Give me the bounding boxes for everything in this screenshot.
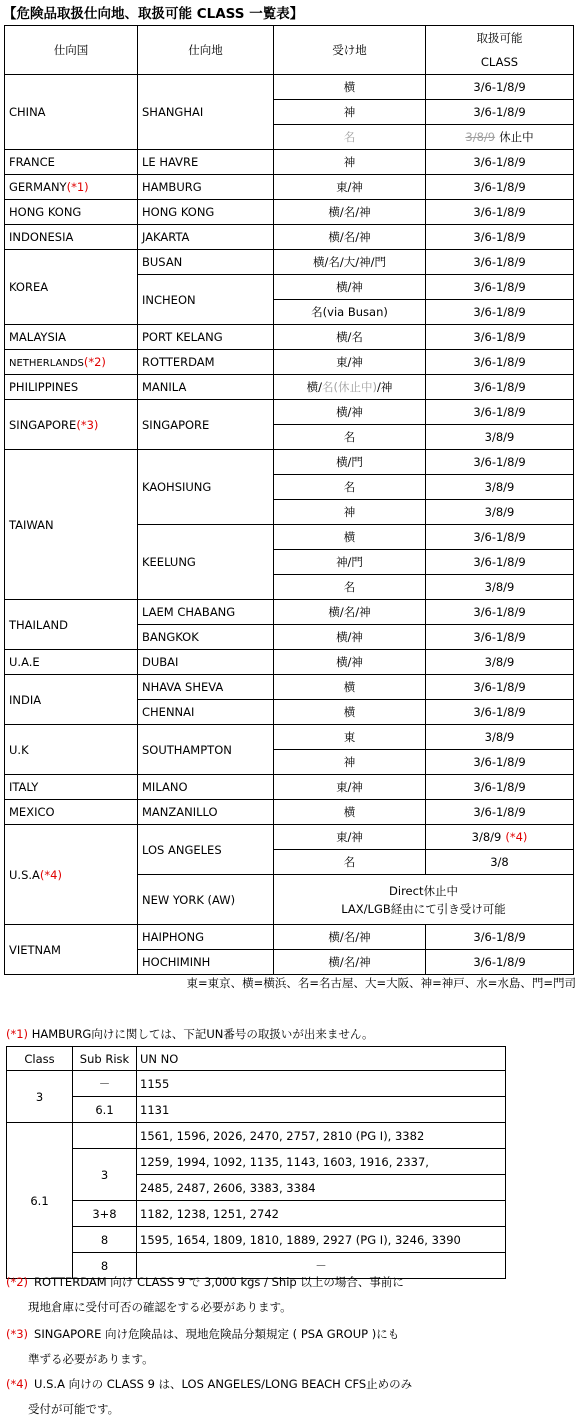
receiving-port-cell <box>274 650 426 675</box>
class-value: 3/8/9 <box>471 830 502 844</box>
receiving-port-cell <box>274 250 426 275</box>
un-header-unno: UN NO <box>137 1047 506 1071</box>
class-cell <box>426 775 574 800</box>
receiving-port-cell <box>274 825 426 850</box>
un-number-cell: 1259, 1994, 1092, 1135, 1143, 1603, 1916, 2337, <box>137 1149 506 1175</box>
table-row <box>5 725 574 750</box>
class-cell <box>426 275 574 300</box>
class-cell <box>426 650 574 675</box>
class-value: 3/8/9 <box>484 730 515 744</box>
country-note-marker: (*2) <box>83 355 106 369</box>
table-row <box>5 925 574 950</box>
notice-line2: LAX/LGB経由にて引き受け可能 <box>341 901 506 916</box>
destination-cell: LE HAVRE <box>138 150 274 175</box>
country-name: THAILAND <box>9 617 68 632</box>
receiving-port: 横 <box>343 530 356 544</box>
country-cell <box>5 725 138 775</box>
note-3 <box>6 1322 399 1372</box>
class-value: 3/6-1/8/9 <box>473 780 526 794</box>
class-value: 3/6-1/8/9 <box>473 105 526 119</box>
class-value: 3/6-1/8/9 <box>473 955 526 969</box>
country-name: MEXICO <box>9 805 55 819</box>
un-number-table <box>6 1046 506 1279</box>
receiving-port: 横/名/神 <box>328 955 371 969</box>
receiving-port-cell <box>274 675 426 700</box>
receiving-port-cell <box>274 100 426 125</box>
country-cell <box>5 350 138 375</box>
country-name: FRANCE <box>9 155 55 169</box>
receiving-port-cell <box>274 575 426 600</box>
note-4 <box>6 1372 412 1422</box>
country-name: GERMANY <box>9 180 67 194</box>
page-title: 【危険品取扱仕向地、取扱可能 CLASS 一覧表】 <box>3 6 304 22</box>
class-value: 3/6-1/8/9 <box>473 705 526 719</box>
class-cell <box>426 725 574 750</box>
country-note-marker: (*4) <box>39 867 62 882</box>
country-cell <box>5 775 138 800</box>
country-name: HONG KONG <box>9 205 82 219</box>
class-cell <box>426 500 574 525</box>
un-subrisk-cell: 6.1 <box>73 1097 137 1123</box>
class-cell <box>426 950 574 975</box>
class-cell <box>426 675 574 700</box>
destination-cell: MANILA <box>138 375 274 400</box>
table-row <box>5 75 574 100</box>
receiving-port: 横/ <box>306 380 322 394</box>
receiving-port-cell <box>274 150 426 175</box>
destination-cell: JAKARTA <box>138 225 274 250</box>
class-cell <box>426 150 574 175</box>
note-2 <box>6 1270 404 1320</box>
country-cell <box>5 325 138 350</box>
country-cell <box>5 225 138 250</box>
class-cell <box>426 475 574 500</box>
un-row <box>7 1097 506 1123</box>
receiving-port: 神 <box>343 155 356 169</box>
destination-cell: HAIPHONG <box>138 925 274 950</box>
class-cell <box>426 125 574 150</box>
country-name: VIETNAM <box>9 942 61 957</box>
class-value: 3/8/9 <box>484 430 515 444</box>
receiving-port-cell <box>274 325 426 350</box>
destination-cell: PORT KELANG <box>138 325 274 350</box>
receiving-port-cell <box>274 425 426 450</box>
receiving-port: 横/名/神 <box>328 230 371 244</box>
destination-cell: KAOHSIUNG <box>138 450 274 525</box>
receiving-port: 名 <box>343 855 356 869</box>
un-header-row <box>7 1047 506 1071</box>
table-row <box>5 775 574 800</box>
receiving-port-cell <box>274 500 426 525</box>
class-cell <box>426 700 574 725</box>
receiving-port-cell <box>274 925 426 950</box>
note-1-text: HAMBURG向けに関しては、下記UN番号の取扱いが出来ません。 <box>31 1027 374 1041</box>
receiving-port: 名 <box>343 480 356 494</box>
destination-cell: MANZANILLO <box>138 800 274 825</box>
class-value: 3/6-1/8/9 <box>473 80 526 94</box>
receiving-port-cell <box>274 850 426 875</box>
un-class-cell: 3 <box>7 1071 73 1123</box>
un-number-cell: 2485, 2487, 2606, 3383, 3384 <box>137 1175 506 1201</box>
header-class <box>426 26 574 75</box>
receiving-port-cell <box>274 775 426 800</box>
class-value: 3/6-1/8/9 <box>473 530 526 544</box>
un-header-class: Class <box>7 1047 73 1071</box>
country-cell <box>5 650 138 675</box>
receiving-port: 横 <box>343 705 356 719</box>
destination-cell: KEELUNG <box>138 525 274 600</box>
un-row <box>7 1227 506 1253</box>
class-value: 3/6-1/8/9 <box>473 380 526 394</box>
class-value: 3/6-1/8/9 <box>473 230 526 244</box>
class-value: 3/6-1/8/9 <box>473 355 526 369</box>
receiving-port: 東/神 <box>336 355 363 369</box>
class-cell <box>426 525 574 550</box>
class-value: 3/6-1/8/9 <box>473 455 526 469</box>
destination-cell: NHAVA SHEVA <box>138 675 274 700</box>
country-name: CHINA <box>9 105 46 119</box>
country-note-marker: (*3) <box>76 417 99 432</box>
un-subrisk-cell: 3 <box>73 1149 137 1201</box>
receiving-port: 名(via Busan) <box>311 305 388 319</box>
note-1-marker: (*1) <box>6 1027 29 1041</box>
country-cell <box>5 800 138 825</box>
notice-cell <box>274 875 574 925</box>
header-class-line1: 取扱可能 <box>476 31 523 45</box>
country-name: U.K <box>9 742 29 757</box>
country-name: PHILIPPINES <box>9 380 79 394</box>
country-cell <box>5 375 138 400</box>
receiving-port: 東/神 <box>336 180 363 194</box>
un-row <box>7 1149 506 1175</box>
country-name: U.S.A <box>9 867 40 882</box>
class-cell <box>426 200 574 225</box>
destination-cell: LOS ANGELES <box>138 825 274 875</box>
class-value: 3/6-1/8/9 <box>473 605 526 619</box>
destination-cell: NEW YORK (AW) <box>138 875 274 925</box>
class-cell <box>426 750 574 775</box>
receiving-port-cell <box>274 550 426 575</box>
receiving-port: 横/神 <box>336 405 363 419</box>
receiving-port-cell <box>274 400 426 425</box>
destination-cell: HONG KONG <box>138 200 274 225</box>
destination-cell: ROTTERDAM <box>138 350 274 375</box>
receiving-port-cell <box>274 950 426 975</box>
receiving-port: 横/神 <box>336 630 363 644</box>
destination-cell: INCHEON <box>138 275 274 325</box>
receiving-port: 東/神 <box>336 830 363 844</box>
class-value: 3/6-1/8/9 <box>473 180 526 194</box>
country-name: NETHERLANDS <box>9 358 84 369</box>
receiving-port: 神 <box>343 755 356 769</box>
country-cell <box>5 150 138 175</box>
class-cell <box>426 800 574 825</box>
country-name: ITALY <box>9 780 39 794</box>
receiving-port: 神 <box>343 505 356 519</box>
note-4-marker: (*4) <box>6 1377 29 1391</box>
class-cell <box>426 600 574 625</box>
class-cell <box>426 225 574 250</box>
country-note-marker: (*1) <box>66 180 89 194</box>
country-name: U.A.E <box>9 655 40 669</box>
country-cell <box>5 825 138 925</box>
class-value: 3/6-1/8/9 <box>473 755 526 769</box>
receiving-port: 名 <box>343 130 356 144</box>
receiving-port: 横 <box>343 80 356 94</box>
class-value: 3/8/9 <box>484 580 515 594</box>
receiving-port: 名 <box>343 580 356 594</box>
class-value: 3/8/9 <box>484 655 515 669</box>
un-number-cell: 1131 <box>137 1097 506 1123</box>
receiving-port: 横/名/神 <box>328 205 371 219</box>
class-value: 3/6-1/8/9 <box>473 630 526 644</box>
receiving-port: 横/名/大/神/門 <box>313 255 386 269</box>
table-row <box>5 450 574 475</box>
receiving-port-cell <box>274 275 426 300</box>
class-value: 3/6-1/8/9 <box>473 555 526 569</box>
table-row <box>5 225 574 250</box>
table-row <box>5 200 574 225</box>
class-value: 3/6-1/8/9 <box>473 680 526 694</box>
header-country: 仕向国 <box>5 26 138 75</box>
country-cell <box>5 925 138 975</box>
un-class-cell: 6.1 <box>7 1123 73 1279</box>
receiving-port: 神/門 <box>336 555 363 569</box>
receiving-port-cell <box>274 75 426 100</box>
class-cell <box>426 375 574 400</box>
destination-cell: HOCHIMINH <box>138 950 274 975</box>
destination-cell: SOUTHAMPTON <box>138 725 274 775</box>
un-number-cell: 1182, 1238, 1251, 2742 <box>137 1201 506 1227</box>
class-cell <box>426 575 574 600</box>
receiving-port-cell <box>274 375 426 400</box>
note-3-line1: SINGAPORE 向け危険品は、現地危険品分類規定 ( PSA GROUP )にも <box>34 1327 400 1341</box>
class-cell <box>426 850 574 875</box>
country-cell <box>5 250 138 325</box>
class-cell <box>426 350 574 375</box>
un-subrisk-cell: 3+8 <box>73 1201 137 1227</box>
receiving-port-cell <box>274 450 426 475</box>
receiving-port: 横 <box>343 680 356 694</box>
port-abbreviation-legend: 東=東京、横=横浜、名=名古屋、大=大阪、神=神戸、水=水島、門=門司 <box>186 976 576 990</box>
note-2-marker: (*2) <box>6 1275 29 1289</box>
class-value: 3/6-1/8/9 <box>473 405 526 419</box>
class-cell <box>426 825 574 850</box>
class-value: 3/8/9 <box>484 480 515 494</box>
receiving-port-cell <box>274 350 426 375</box>
country-cell <box>5 675 138 725</box>
receiving-port: 横/名/神 <box>328 930 371 944</box>
receiving-port-cell <box>274 725 426 750</box>
receiving-port-cell <box>274 525 426 550</box>
class-cell <box>426 400 574 425</box>
header-class-line2: CLASS <box>480 55 519 69</box>
receiving-port-cell <box>274 600 426 625</box>
destination-cell: BANGKOK <box>138 625 274 650</box>
class-note-marker: (*4) <box>505 830 528 844</box>
receiving-port: 東 <box>343 730 356 744</box>
receiving-port-cell <box>274 475 426 500</box>
receiving-port: 神 <box>343 105 356 119</box>
table-row <box>5 400 574 425</box>
note-4-line1: U.S.A 向けの CLASS 9 は、LOS ANGELES/LONG BEACH CFS止めのみ <box>34 1377 413 1391</box>
note-2-line1: ROTTERDAM 向け CLASS 9 で 3,000 kgs / Ship 以上の場合、事前に <box>34 1275 404 1289</box>
receiving-port: 名 <box>343 430 356 444</box>
country-cell <box>5 400 138 450</box>
class-value: 3/6-1/8/9 <box>473 330 526 344</box>
table-row <box>5 825 574 850</box>
un-number-cell: 1595, 1654, 1809, 1810, 1889, 2927 (PG I), 3246, 3390 <box>137 1227 506 1253</box>
destination-cell: BUSAN <box>138 250 274 275</box>
receiving-port: 横/神 <box>336 655 363 669</box>
table-row <box>5 325 574 350</box>
table-row <box>5 150 574 175</box>
table-row <box>5 175 574 200</box>
destination-cell: HAMBURG <box>138 175 274 200</box>
receiving-port-cell <box>274 750 426 775</box>
un-subrisk-cell: － <box>137 1253 506 1279</box>
class-cell <box>426 450 574 475</box>
class-cell <box>426 550 574 575</box>
un-subrisk-cell <box>73 1123 137 1149</box>
un-subrisk-cell: 8 <box>73 1227 137 1253</box>
un-subrisk-cell: － <box>73 1071 137 1097</box>
class-value: 3/6-1/8/9 <box>473 305 526 319</box>
country-cell <box>5 600 138 650</box>
class-value: 3/6-1/8/9 <box>473 280 526 294</box>
receiving-port-cell <box>274 125 426 150</box>
destination-cell: DUBAI <box>138 650 274 675</box>
table-row <box>5 600 574 625</box>
class-cell <box>426 75 574 100</box>
country-cell <box>5 175 138 200</box>
un-row <box>7 1123 506 1149</box>
receiving-port: 横/名/神 <box>328 605 371 619</box>
note-4-line2: 受付が可能です。 <box>28 1402 120 1416</box>
class-value: 3/8/9 <box>484 505 515 519</box>
receiving-port-cell <box>274 800 426 825</box>
country-name: TAIWAN <box>9 517 54 532</box>
destination-cell: SHANGHAI <box>138 75 274 150</box>
receiving-port: 横 <box>343 805 356 819</box>
table-row <box>5 650 574 675</box>
destination-cell: MILANO <box>138 775 274 800</box>
un-class-cell: 8 <box>73 1253 137 1279</box>
destination-cell: SINGAPORE <box>138 400 274 450</box>
table-row <box>5 250 574 275</box>
class-cell <box>426 300 574 325</box>
class-value: 3/6-1/8/9 <box>473 255 526 269</box>
receiving-port-cell <box>274 225 426 250</box>
un-number-cell: 1155 <box>137 1071 506 1097</box>
class-value: 3/6-1/8/9 <box>473 155 526 169</box>
class-value: 3/8 <box>490 855 509 869</box>
un-row <box>7 1201 506 1227</box>
notice-line1: Direct休止中 <box>389 883 458 898</box>
receiving-port-cell <box>274 200 426 225</box>
table-row <box>5 375 574 400</box>
destination-cell: CHENNAI <box>138 700 274 725</box>
class-value: 3/6-1/8/9 <box>473 805 526 819</box>
class-cell <box>426 100 574 125</box>
receiving-port: 横/名 <box>336 330 363 344</box>
receiving-port-cell <box>274 175 426 200</box>
table-row <box>5 675 574 700</box>
receiving-port-suffix: /神 <box>376 380 393 394</box>
table-row <box>5 350 574 375</box>
un-row <box>7 1071 506 1097</box>
class-cell <box>426 925 574 950</box>
table-header-row <box>5 26 574 75</box>
un-header-subrisk: Sub Risk <box>73 1047 137 1071</box>
receiving-port-cell <box>274 625 426 650</box>
header-destination: 仕向地 <box>138 26 274 75</box>
country-cell <box>5 200 138 225</box>
destination-class-table <box>4 25 574 975</box>
country-name: MALAYSIA <box>9 330 67 344</box>
receiving-port-cell <box>274 700 426 725</box>
country-cell <box>5 75 138 150</box>
receiving-port: 横/神 <box>336 280 363 294</box>
destination-cell: LAEM CHABANG <box>138 600 274 625</box>
note-2-line2: 現地倉庫に受付可否の確認をする必要があります。 <box>28 1300 292 1314</box>
receiving-port-cell <box>274 300 426 325</box>
class-cell <box>426 625 574 650</box>
country-name: INDONESIA <box>9 230 74 244</box>
header-receiving-port: 受け地 <box>274 26 426 75</box>
receiving-port: 東/神 <box>336 780 363 794</box>
country-name: INDIA <box>9 692 42 707</box>
class-value: 3/8/9 <box>465 130 496 144</box>
un-number-cell: 1561, 1596, 2026, 2470, 2757, 2810 (PG I), 3382 <box>137 1123 506 1149</box>
class-cell <box>426 175 574 200</box>
note-3-marker: (*3) <box>6 1327 29 1341</box>
table-row <box>5 800 574 825</box>
class-suffix: 休止中 <box>499 130 534 144</box>
class-cell <box>426 425 574 450</box>
country-name: SINGAPORE <box>9 417 77 432</box>
class-cell <box>426 325 574 350</box>
receiving-port-suspended: 名(休止中) <box>322 380 377 394</box>
country-cell <box>5 450 138 600</box>
class-cell <box>426 250 574 275</box>
class-value: 3/6-1/8/9 <box>473 930 526 944</box>
note-3-line2: 準ずる必要があります。 <box>28 1352 154 1366</box>
country-name: KOREA <box>9 280 49 294</box>
note-1 <box>6 1026 374 1042</box>
receiving-port: 横/門 <box>336 455 363 469</box>
class-value: 3/6-1/8/9 <box>473 205 526 219</box>
